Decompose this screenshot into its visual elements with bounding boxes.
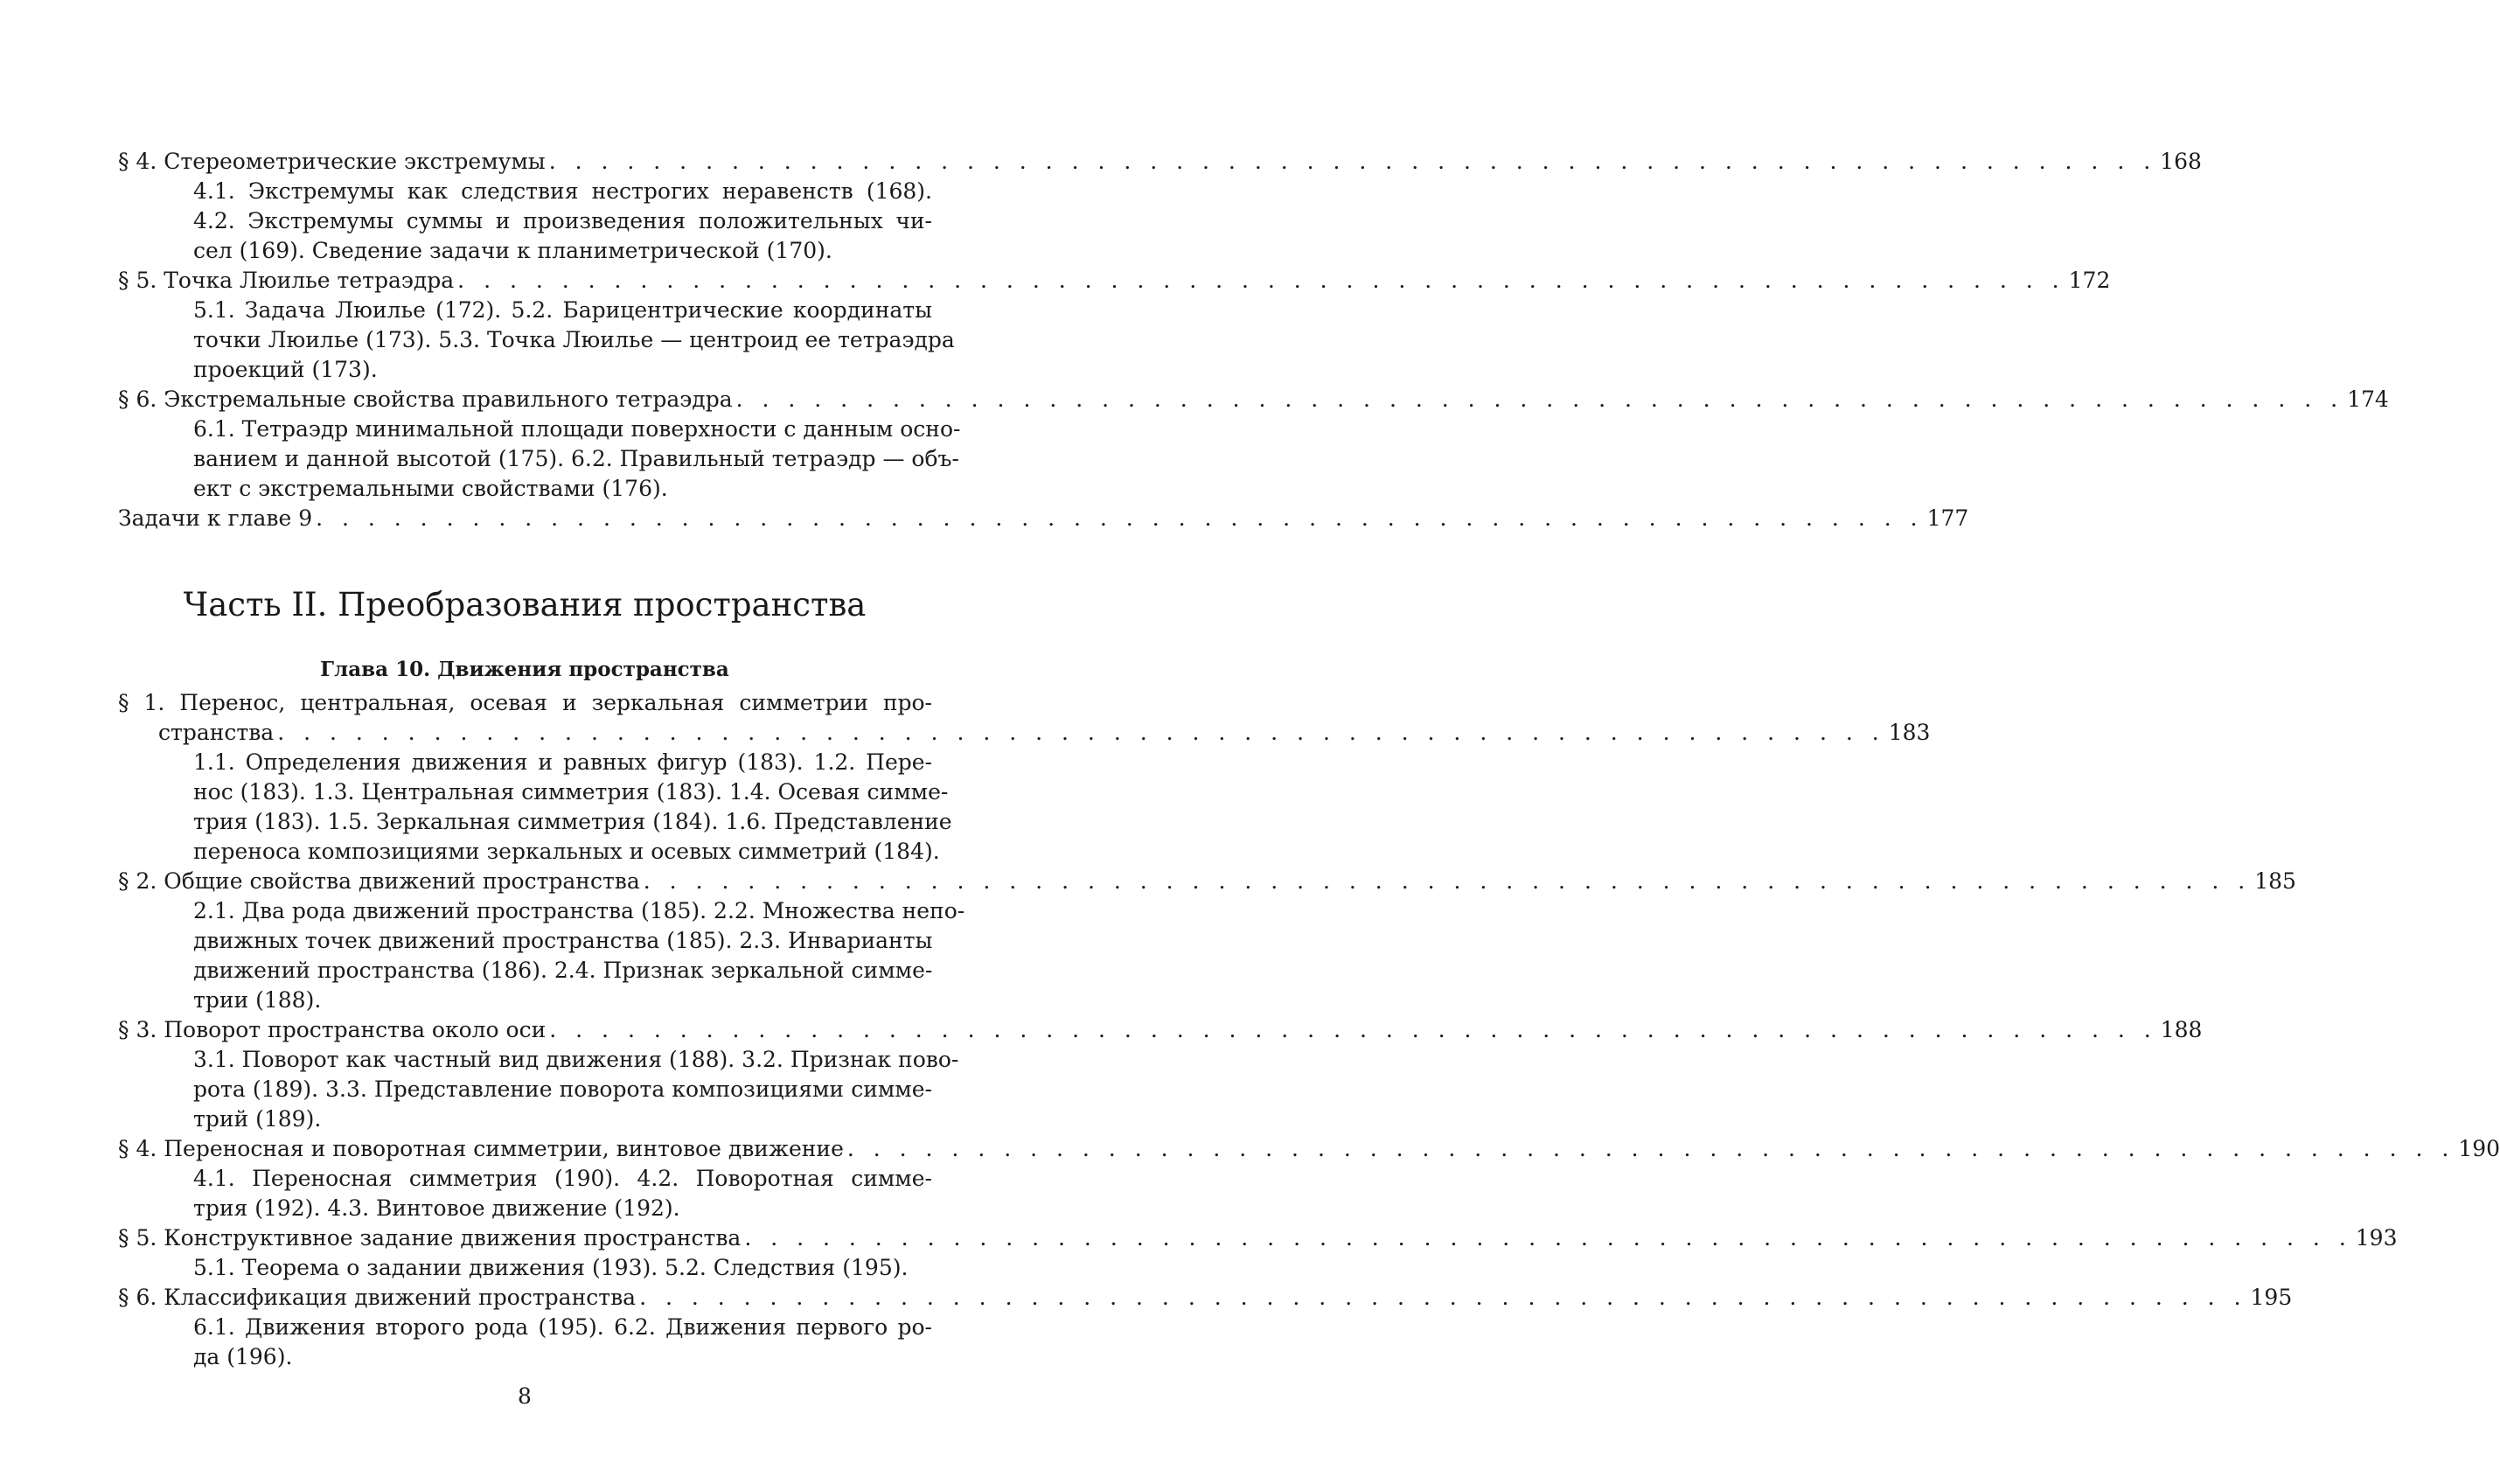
toc-subsection-line: 6.1. Тетраэдр минимальной площади поверхности с данным осно-	[193, 416, 961, 442]
part-title: Часть II. Преобразования пространства	[183, 586, 867, 624]
toc-entry-title: § 3. Поворот пространства около оси	[118, 1017, 547, 1042]
toc-entry-title: странства	[158, 720, 275, 745]
toc-entry-title: § 6. Экстремальные свойства правильного тетраэдра	[118, 387, 733, 412]
toc-entry	[118, 1283, 2293, 1372]
toc-page-number: 183	[1888, 720, 1931, 745]
toc-entry	[118, 385, 2389, 504]
toc-entry	[118, 1015, 2203, 1134]
toc-subsection-line: 5.1. Задача Люилье (172). 5.2. Барицентрические координаты	[193, 297, 932, 323]
dot-leader: . . . . . . . . . . . . . . . . . . . . . . . . . . . . . . . . . . . . . . . . . . . . . . . . . . . . . . . . . . . . . .	[735, 387, 2344, 412]
toc-subsection-line: 6.1. Движения второго рода (195). 6.2. Движения первого ро-	[193, 1314, 932, 1340]
toc-entry-title-first-line: § 1. Перенос, центральная, осевая и зеркальная симметрии про-	[118, 690, 932, 715]
toc-entry	[118, 504, 1969, 533]
toc-entry-line	[118, 1134, 2500, 1164]
toc-subsection-line: 4.2. Экстремумы суммы и произведения положительных чи-	[193, 208, 932, 233]
toc-section-chapter-9	[118, 147, 2389, 533]
toc-entry-line	[118, 147, 2202, 177]
toc-subsection-line: трий (189).	[193, 1106, 322, 1132]
toc-subsection-line: проекций (173).	[193, 357, 378, 382]
toc-page-number: 168	[2160, 149, 2202, 174]
toc-subsection-line: ект с экстремальными свойствами (176).	[193, 476, 668, 501]
dot-leader: . . . . . . . . . . . . . . . . . . . . . . . . . . . . . . . . . . . . . . . . . . . . . . . . . . . . . . . . . . . . . .	[457, 268, 2065, 293]
toc-entry-title: § 5. Конструктивное задание движения пространства	[118, 1225, 742, 1251]
toc-subsection-line: трия (183). 1.5. Зеркальная симметрия (184). 1.6. Представление	[193, 809, 952, 834]
toc-entry-line	[118, 867, 2296, 896]
toc-subsections	[118, 1164, 932, 1223]
toc-subsection-line: движений пространства (186). 2.4. Признак зеркальной симме-	[193, 958, 933, 983]
toc-entry-title: § 4. Стереометрические экстремумы	[118, 149, 546, 174]
toc-entry-title: § 4. Переносная и поворотная симметрии, винтовое движение	[118, 1136, 844, 1161]
toc-subsection-line: сел (169). Сведение задачи к планиметрической (170).	[193, 238, 832, 263]
toc-entry-title: § 6. Классификация движений пространства	[118, 1285, 637, 1310]
toc-entry-line	[118, 1283, 2293, 1313]
toc-entry-title: Задачи к главе 9	[118, 505, 313, 531]
toc-subsection-line: точки Люилье (173). 5.3. Точка Люилье — центроид ее тетраэдра	[193, 327, 955, 352]
dot-leader: . . . . . . . . . . . . . . . . . . . . . . . . . . . . . . . . . . . . . . . . . . . . . . . . . . . . . . . . . . . . . .	[548, 149, 2157, 174]
toc-subsection-line: 4.1. Экстремумы как следствия нестрогих неравенств (168).	[193, 178, 932, 204]
toc-subsection-line: 2.1. Два рода движений пространства (185). 2.2. Множества непо-	[193, 898, 965, 923]
toc-entry-line	[118, 1015, 2203, 1045]
toc-subsection-line: ванием и данной высотой (175). 6.2. Правильный тетраэдр — объ-	[193, 446, 959, 471]
dot-leader: . . . . . . . . . . . . . . . . . . . . . . . . . . . . . . . . . . . . . . . . . . . . . . . . . . . . . . . . . . . . . .	[643, 868, 2252, 894]
toc-subsections	[118, 1045, 959, 1134]
toc-subsection-line: 1.1. Определения движения и равных фигур (183). 1.2. Пере-	[193, 749, 932, 775]
toc-subsection-line: движных точек движений пространства (185). 2.3. Инварианты	[193, 928, 933, 953]
toc-entry	[118, 266, 2111, 385]
toc-page-number: 190	[2458, 1136, 2500, 1161]
toc-subsection-line: нос (183). 1.3. Центральная симметрия (183). 1.4. Осевая симме-	[193, 779, 949, 805]
toc-subsection-line: да (196).	[193, 1344, 293, 1369]
toc-entry	[118, 688, 1931, 867]
toc-entry	[118, 1134, 2500, 1223]
toc-page-number: 188	[2160, 1017, 2203, 1042]
page-number: 8	[518, 1383, 532, 1409]
toc-subsection-line: 4.1. Переносная симметрия (190). 4.2. Поворотная симме-	[193, 1166, 932, 1191]
toc-page-number: 193	[2355, 1225, 2398, 1251]
toc-subsection-line: переноса композициями зеркальных и осевых симметрий (184).	[193, 839, 940, 864]
dot-leader: . . . . . . . . . . . . . . . . . . . . . . . . . . . . . . . . . . . . . . . . . . . . . . . . . . . . . . . . . . . . . .	[316, 505, 1924, 531]
toc-subsections	[118, 896, 965, 1015]
toc-subsection-line: 3.1. Поворот как частный вид движения (188). 3.2. Признак пово-	[193, 1047, 959, 1072]
toc-subsection-line: трии (188).	[193, 987, 322, 1013]
toc-section-chapter-10	[118, 688, 2500, 1372]
toc-entry	[118, 1223, 2398, 1283]
toc-entry-line	[118, 266, 2111, 296]
toc-subsection-line: рота (189). 3.3. Представление поворота композициями симме-	[193, 1076, 932, 1102]
toc-page-number: 172	[2068, 268, 2111, 293]
toc-subsections	[118, 415, 961, 504]
toc-subsection-line: трия (192). 4.3. Винтовое движение (192).	[193, 1195, 680, 1221]
toc-entry	[118, 147, 2202, 266]
toc-entry-title: § 5. Точка Люилье тетраэдра	[118, 268, 455, 293]
dot-leader: . . . . . . . . . . . . . . . . . . . . . . . . . . . . . . . . . . . . . . . . . . . . . . . . . . . . . . . . . . . . . .	[846, 1136, 2455, 1161]
toc-entry-line	[118, 1223, 2398, 1253]
toc-entry-line	[118, 504, 1969, 533]
toc-entry-title: § 2. Общие свойства движений пространства	[118, 868, 640, 894]
toc-subsections	[118, 296, 955, 385]
toc-subsections	[118, 748, 952, 867]
toc-page-number: 185	[2254, 868, 2296, 894]
dot-leader: . . . . . . . . . . . . . . . . . . . . . . . . . . . . . . . . . . . . . . . . . . . . . . . . . . . . . . . . . . . . . .	[549, 1017, 2157, 1042]
toc-page-number: 195	[2250, 1285, 2293, 1310]
toc-subsection-line: 5.1. Теорема о задании движения (193). 5.2. Следствия (195).	[193, 1255, 909, 1280]
toc-page-number: 174	[2347, 387, 2389, 412]
toc-entry-line	[118, 718, 1931, 748]
toc-subsections	[118, 1313, 932, 1372]
dot-leader: . . . . . . . . . . . . . . . . . . . . . . . . . . . . . . . . . . . . . . . . . . . . . . . . . . . . . . . . . . . . . .	[639, 1285, 2247, 1310]
toc-entry-line	[118, 385, 2389, 415]
toc-subsections	[118, 177, 932, 266]
toc-subsections	[118, 1253, 932, 1283]
toc-page-number: 177	[1926, 505, 1969, 531]
dot-leader: . . . . . . . . . . . . . . . . . . . . . . . . . . . . . . . . . . . . . . . . . . . . . . . . . . . . . . . . . . . . . .	[277, 720, 1885, 745]
chapter-title: Глава 10. Движения пространства	[320, 658, 729, 681]
toc-entry	[118, 867, 2296, 1015]
dot-leader: . . . . . . . . . . . . . . . . . . . . . . . . . . . . . . . . . . . . . . . . . . . . . . . . . . . . . . . . . . . . . .	[744, 1225, 2352, 1251]
